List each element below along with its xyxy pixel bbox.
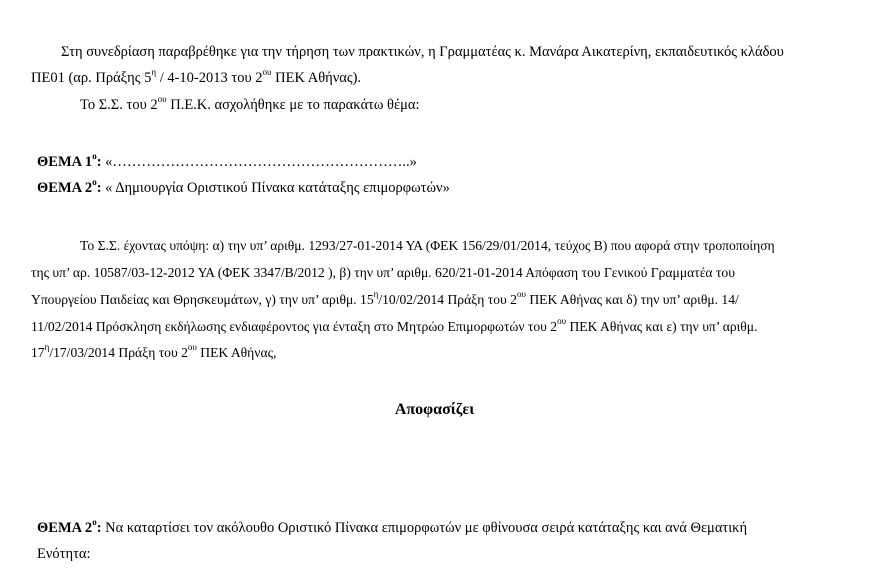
- theme-1-label: ΘΕΜΑ 1: [37, 154, 93, 170]
- considerations-line5: [31, 343, 276, 363]
- text: /10/02/2014 Πράξη του 2: [378, 292, 517, 307]
- theme-2-decision-line2: Ενότητα:: [37, 546, 91, 562]
- text: /17/03/2014 Πράξη του 2: [49, 345, 188, 360]
- text: ΠΕΚ Αθήνας και δ) την υπ’ αριθμ. 14/: [525, 292, 739, 307]
- text: 17: [31, 345, 45, 360]
- paragraph-secretary-line1: Στη συνεδρίαση παραβρέθηκε για την τήρηση των πρακτικών, η Γραμματέας κ. Μανάρα Αικατερίνη, εκπαιδευτικός κλάδου: [61, 44, 784, 60]
- colon: :: [96, 154, 102, 170]
- considerations-line4: [31, 317, 757, 337]
- superscript: η: [373, 289, 379, 300]
- text: Π.Ε.Κ. ασχολήθηκε με το παρακάτω θέμα:: [166, 97, 420, 113]
- theme-1-line: [37, 152, 417, 172]
- superscript: η: [151, 67, 157, 78]
- considerations-line1: Το Σ.Σ. έχοντας υπόψη: α) την υπ’ αριθμ. 1293/27-01-2014 ΥΑ (ΦΕΚ 156/29/01/2014, τεύχος Β) που αφορά στην τροποποίηση: [80, 238, 775, 253]
- superscript: ου: [187, 342, 197, 353]
- superscript: ο: [92, 151, 97, 162]
- theme-2-decision-text: Να καταρτίσει τον ακόλουθο Οριστικό Πίνακα επιμορφωτών με φθίνουσα σειρά κατάταξης και ανά Θεματική: [101, 520, 748, 536]
- superscript: η: [44, 342, 50, 353]
- text: ΠΕΚ Αθήνας).: [271, 70, 362, 86]
- superscript: ο: [92, 177, 97, 188]
- text: 11/02/2014 Πρόσκληση εκδήλωσης ενδιαφέροντος για ένταξη στο Μητρώο Επιμορφωτών του 2: [31, 319, 558, 334]
- colon: :: [96, 520, 102, 536]
- considerations-line2: της υπ’ αρ. 10587/03-12-2012 ΥΑ (ΦΕΚ 3347/Β/2012 ), β) την υπ’ αριθμ. 620/21-01-2014 Απόφαση του Γενικού Γραμματέα του: [31, 265, 735, 280]
- theme-2-label: ΘΕΜΑ 2: [37, 180, 93, 196]
- theme-2-decision-label: ΘΕΜΑ 2: [37, 520, 93, 536]
- superscript: ου: [157, 94, 167, 105]
- text: ΠΕΚ Αθήνας,: [196, 345, 277, 360]
- theme-1-text: «……………………………………………………..»: [101, 154, 417, 170]
- paragraph-secretary-line2: [31, 68, 361, 88]
- superscript: ου: [557, 316, 567, 327]
- colon: :: [96, 180, 102, 196]
- decision-heading: Αποφασίζει: [394, 401, 475, 418]
- text: / 4-10-2013 του 2: [156, 70, 263, 86]
- theme-2-line: [37, 178, 450, 198]
- superscript: ου: [516, 289, 526, 300]
- text: Υπουργείου Παιδείας και Θρησκευμάτων, γ) την υπ’ αριθμ. 15: [31, 292, 374, 307]
- theme-2-decision-line1: [37, 518, 747, 538]
- theme-2-text: « Δημιουργία Οριστικού Πίνακα κατάταξης επιμορφωτών»: [101, 180, 450, 196]
- superscript: ου: [262, 67, 272, 78]
- text: ΠΕΚ Αθήνας και ε) την υπ’ αριθμ.: [566, 319, 758, 334]
- considerations-line3: [31, 290, 739, 310]
- superscript: ο: [92, 517, 97, 528]
- paragraph-council-topic: [80, 95, 419, 115]
- text: ΠΕ01 (αρ. Πράξης 5: [31, 70, 152, 86]
- text: Το Σ.Σ. του 2: [80, 97, 158, 113]
